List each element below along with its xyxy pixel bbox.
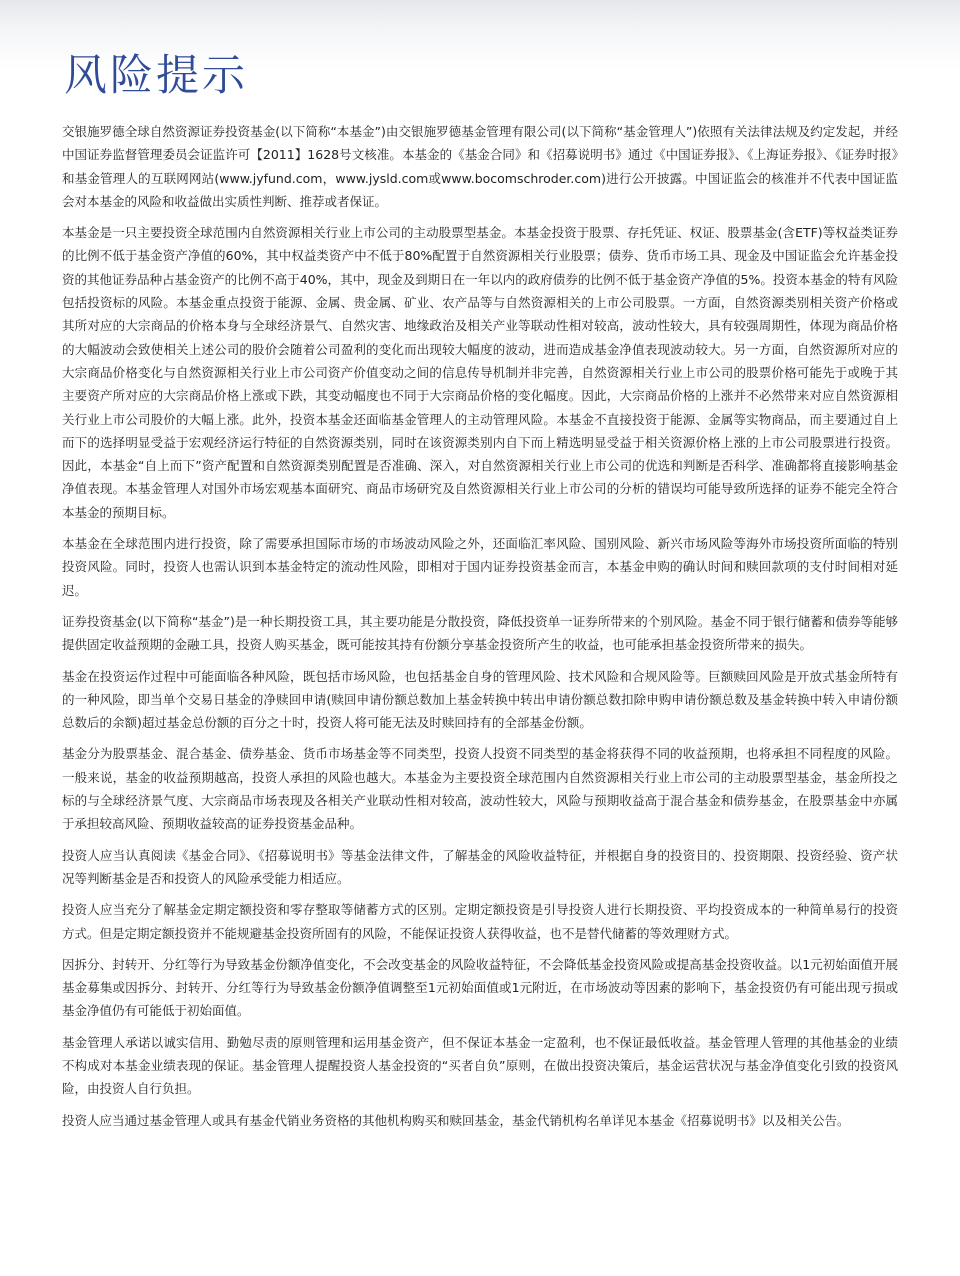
page-title: 风险提示 <box>64 51 248 101</box>
paragraph-purchase-channels: 投资人应当通过基金管理人或具有基金代销业务资格的其他机构购买和赎回基金，基金代销机构名单详见本基金《招募说明书》以及相关公告。 <box>62 1112 850 1128</box>
paragraph-fund-approval: 交银施罗德全球自然资源证券投资基金(以下简称“本基金”)由交银施罗德基金管理有限公司(以下简称“基金管理人”)依照有关法律法规及约定发起，并经中国证券监督管理委员会证监许可【2011】1628号文核准。本基金的《基金合同》和《招募说明书》通过《中国证券报》、《上海证券报》、《证券时报》和基金管理人的互联网网站(www.jyfund.com，www.jysld.com或www.bocomschroder.com)进行公开披露。中国证监会的核准并不代表中国证监会对本基金的风险和收益做出实质性判断、推荐或者保证。 <box>62 124 898 209</box>
paragraph-manager-commitment: 基金管理人承诺以诚实信用、勤勉尽责的原则管理和运用基金资产，但不保证本基金一定盈利，也不保证最低收益。基金管理人管理的其他基金的业绩不构成对本基金业绩表现的保证。基金管理人提醒投资人基金投资的“买者自负”原则，在做出投资决策后，基金运营状况与基金净值变化引致的投资风险，由投资人自行负担。 <box>62 1034 898 1097</box>
paragraph-investment-scope-risk: 本基金是一只主要投资全球范围内自然资源相关行业上市公司的主动股票型基金。本基金投资于股票、存托凭证、权证、股票基金(含ETF)等权益类证券的比例不低于基金资产净值的60%，其中权益类资产中不低于80%配置于自然资源相关行业股票；债券、货币市场工具、现金及中国证监会允许基金投资的其他证券品种占基金资产的比例不高于40%，其中，现金及到期日在一年以内的政府债券的比例不低于基金资产净值的5%。投资本基金的特有风险包括投资标的风险。本基金重点投资于能源、金属、贵金属、矿业、农产品等与自然资源相关的上市公司股票。一方面，自然资源类别相关资产价格或其所对应的大宗商品的价格本身与全球经济景气、自然灾害、地缘政治及相关产业等联动性相对较高，波动性较大，具有较强周期性，体现为商品价格的大幅波动会致使相关上述公司的股价会随着公司盈利的变化而出现较大幅度的波动，进而造成基金净值表现波动较大。另一方面，自然资源所对应的大宗商品价格变化与自然资源相关行业上市公司资产价值变动之间的信息传导机制并非完善，自然资源相关行业上市公司的股票价格可能先于或晚于其主要资产所对应的大宗商品价格上涨或下跌，其变动幅度也不同于大宗商品价格的变化幅度。因此，大宗商品价格的上涨并不必然带来对应自然资源相关行业上市公司股价的大幅上涨。此外，投资本基金还面临基金管理人的主动管理风险。本基金不直接投资于能源、金属等实物商品，而主要通过自上而下的选择明显受益于宏观经济运行特征的自然资源类别，同时在该资源类别内自下而上精选明显受益于相关资源价格上涨的上市公司股票进行投资。因此，本基金“自上而下”资产配置和自然资源类别配置是否准确、深入，对自然资源相关行业上市公司的优选和判断是否科学、准确都将直接影响基金净值表现。本基金管理人对国外市场宏观基本面研究、商品市场研究及自然资源相关行业上市公司的分析的错误均可能导致所选择的证券不能完全符合本基金的预期目标。 <box>62 225 898 520</box>
paragraph-nav-change: 因拆分、封转开、分红等行为导致基金份额净值变化，不会改变基金的风险收益特征，不会降低基金投资风险或提高基金投资收益。以1元初始面值开展基金募集或因拆分、封转开、分红等行为导致基金份额净值调整至1元初始面值或1元附近，在市场波动等因素的影响下，基金投资仍有可能出现亏损或基金净值仍有可能低于初始面值。 <box>62 956 898 1019</box>
paragraph-fund-types: 基金分为股票基金、混合基金、债券基金、货币市场基金等不同类型，投资人投资不同类型的基金将获得不同的收益预期，也将承担不同程度的风险。一般来说，基金的收益预期越高，投资人承担的风险也越大。本基金为主要投资全球范围内自然资源相关行业上市公司的主动股票型基金，基金所投之标的与全球经济景气度、大宗商品市场表现及各相关产业联动性相对较高，波动性较大，风险与预期收益高于混合基金和债券基金，在股票基金中亦属于承担较高风险、预期收益较高的证券投资基金品种。 <box>62 746 898 832</box>
risk-disclosure-body <box>62 120 898 1140</box>
paragraph-operational-risk: 基金在投资运作过程中可能面临各种风险，既包括市场风险，也包括基金自身的管理风险、技术风险和合规风险等。巨额赎回风险是开放式基金所特有的一种风险，即当单个交易日基金的净赎回申请(赎回申请份额总数加上基金转换中转出申请份额总数扣除申购申请份额总数及基金转换中转入申请份额总数后的余额)超过基金总份额的百分之十时，投资人将可能无法及时赎回持有的全部基金份额。 <box>62 668 898 731</box>
paragraph-overseas-risk: 本基金在全球范围内进行投资，除了需要承担国际市场的市场波动风险之外，还面临汇率风险、国别风险、新兴市场风险等海外市场投资所面临的特别投资风险。同时，投资人也需认识到本基金特定的流动性风险，即相对于国内证券投资基金而言，本基金申购的确认时间和赎回款项的支付时间相对延迟。 <box>62 536 898 598</box>
paragraph-fund-definition: 证券投资基金(以下简称“基金”)是一种长期投资工具，其主要功能是分散投资，降低投资单一证券所带来的个别风险。基金不同于银行储蓄和债券等能够提供固定收益预期的金融工具，投资人购买基金，既可能按其持有份额分享基金投资所产生的收益，也可能承担基金投资所带来的损失。 <box>62 613 898 653</box>
paragraph-fixed-investment: 投资人应当充分了解基金定期定额投资和零存整取等储蓄方式的区别。定期定额投资是引导投资人进行长期投资、平均投资成本的一种简单易行的投资方式。但是定期定额投资并不能规避基金投资所固有的风险，不能保证投资人获得收益，也不是替代储蓄的等效理财方式。 <box>62 902 898 941</box>
paragraph-read-documents: 投资人应当认真阅读《基金合同》、《招募说明书》等基金法律文件，了解基金的风险收益特征，并根据自身的投资目的、投资期限、投资经验、资产状况等判断基金是否和投资人的风险承受能力相适应。 <box>62 847 898 886</box>
